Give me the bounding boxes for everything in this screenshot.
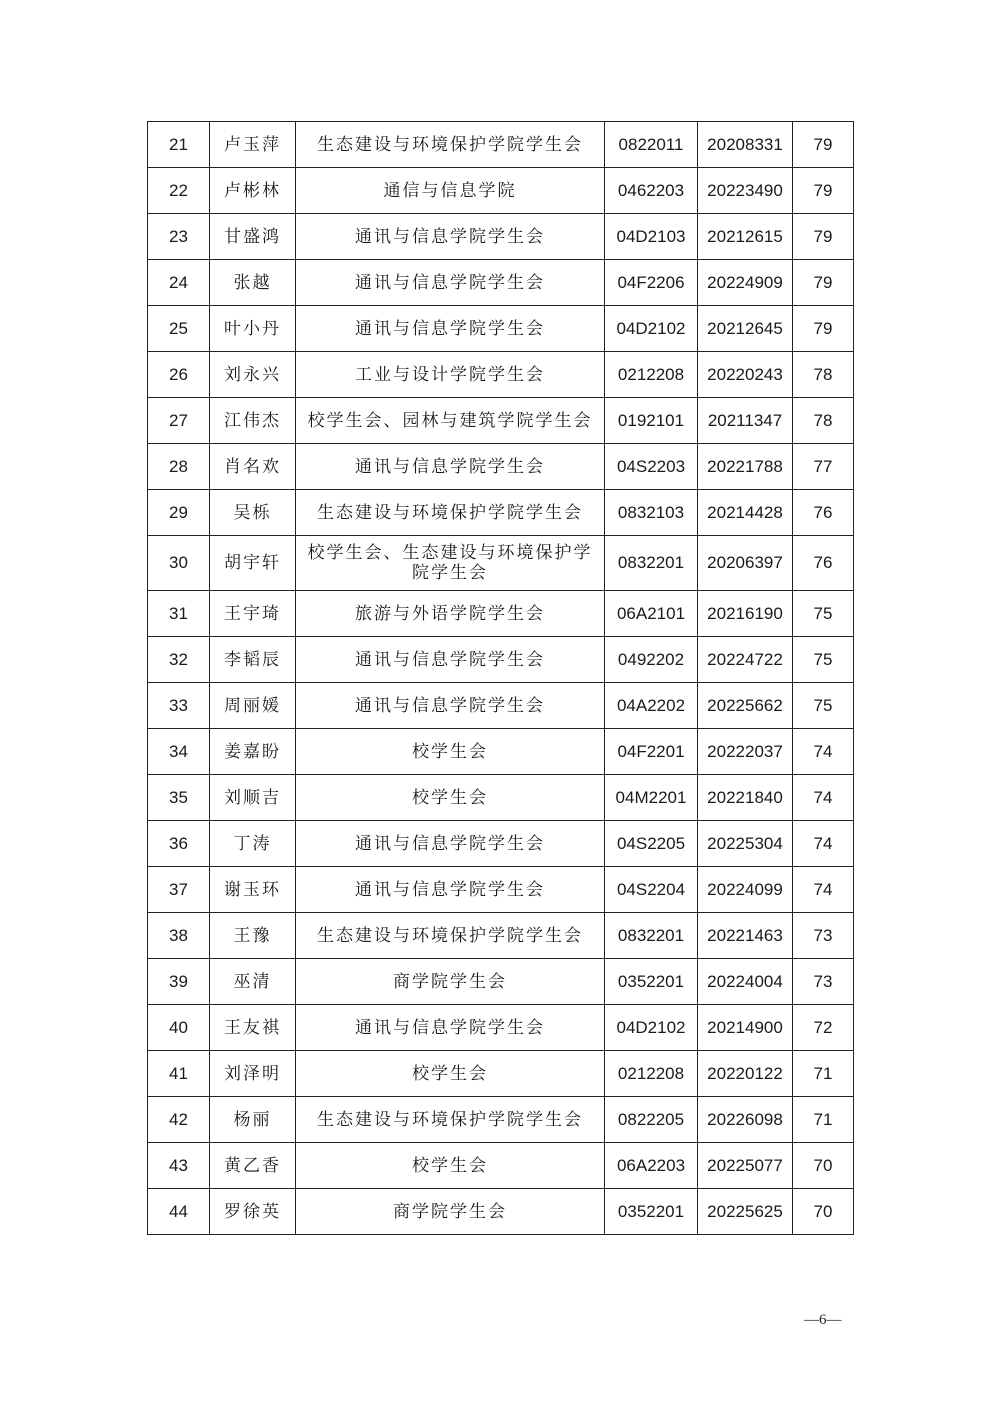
table-row bbox=[148, 306, 854, 352]
score-cell: 79 bbox=[793, 214, 854, 260]
table-row bbox=[148, 1051, 854, 1097]
student-id-cell: 20221788 bbox=[698, 444, 793, 490]
student-name-cell: 黄乙香 bbox=[210, 1143, 296, 1189]
score-cell: 71 bbox=[793, 1097, 854, 1143]
organization-cell: 旅游与外语学院学生会 bbox=[296, 591, 605, 637]
class-code-cell: 0832103 bbox=[605, 490, 698, 536]
student-id-cell: 20224099 bbox=[698, 867, 793, 913]
table-row bbox=[148, 536, 854, 591]
organization-cell: 生态建设与环境保护学院学生会 bbox=[296, 1097, 605, 1143]
class-code-cell: 0822011 bbox=[605, 122, 698, 168]
student-id-cell: 20224909 bbox=[698, 260, 793, 306]
organization-cell: 校学生会、园林与建筑学院学生会 bbox=[296, 398, 605, 444]
table-row bbox=[148, 168, 854, 214]
table-row bbox=[148, 214, 854, 260]
row-number-cell: 38 bbox=[148, 913, 210, 959]
organization-cell: 校学生会 bbox=[296, 775, 605, 821]
row-number-cell: 25 bbox=[148, 306, 210, 352]
class-code-cell: 04S2203 bbox=[605, 444, 698, 490]
score-cell: 70 bbox=[793, 1143, 854, 1189]
row-number-cell: 31 bbox=[148, 591, 210, 637]
student-name-cell: 卢彬林 bbox=[210, 168, 296, 214]
table-row bbox=[148, 913, 854, 959]
student-id-cell: 20225304 bbox=[698, 821, 793, 867]
table-row bbox=[148, 490, 854, 536]
table-row bbox=[148, 1189, 854, 1235]
student-name-cell: 丁涛 bbox=[210, 821, 296, 867]
organization-cell: 通讯与信息学院学生会 bbox=[296, 444, 605, 490]
organization-cell: 商学院学生会 bbox=[296, 959, 605, 1005]
class-code-cell: 04M2201 bbox=[605, 775, 698, 821]
class-code-cell: 06A2203 bbox=[605, 1143, 698, 1189]
student-id-cell: 20206397 bbox=[698, 536, 793, 591]
student-id-cell: 20221463 bbox=[698, 913, 793, 959]
table-row bbox=[148, 775, 854, 821]
row-number-cell: 41 bbox=[148, 1051, 210, 1097]
row-number-cell: 43 bbox=[148, 1143, 210, 1189]
student-name-cell: 巫清 bbox=[210, 959, 296, 1005]
table-row bbox=[148, 637, 854, 683]
table-row bbox=[148, 260, 854, 306]
student-name-cell: 罗徐英 bbox=[210, 1189, 296, 1235]
class-code-cell: 0832201 bbox=[605, 536, 698, 591]
class-code-cell: 0352201 bbox=[605, 1189, 698, 1235]
student-name-cell: 李韬辰 bbox=[210, 637, 296, 683]
student-name-cell: 卢玉萍 bbox=[210, 122, 296, 168]
organization-cell: 通讯与信息学院学生会 bbox=[296, 214, 605, 260]
student-name-cell: 江伟杰 bbox=[210, 398, 296, 444]
student-id-cell: 20224722 bbox=[698, 637, 793, 683]
class-code-cell: 04S2205 bbox=[605, 821, 698, 867]
table-row bbox=[148, 683, 854, 729]
row-number-cell: 26 bbox=[148, 352, 210, 398]
organization-cell: 通讯与信息学院学生会 bbox=[296, 867, 605, 913]
organization-cell: 生态建设与环境保护学院学生会 bbox=[296, 913, 605, 959]
score-cell: 71 bbox=[793, 1051, 854, 1097]
roster-table-container bbox=[147, 121, 853, 1235]
student-id-cell: 20225077 bbox=[698, 1143, 793, 1189]
organization-cell: 工业与设计学院学生会 bbox=[296, 352, 605, 398]
organization-cell: 通讯与信息学院学生会 bbox=[296, 683, 605, 729]
class-code-cell: 0192101 bbox=[605, 398, 698, 444]
student-id-cell: 20225625 bbox=[698, 1189, 793, 1235]
class-code-cell: 0212208 bbox=[605, 1051, 698, 1097]
student-name-cell: 胡宇轩 bbox=[210, 536, 296, 591]
student-id-cell: 20222037 bbox=[698, 729, 793, 775]
student-id-cell: 20220243 bbox=[698, 352, 793, 398]
score-cell: 76 bbox=[793, 536, 854, 591]
table-row bbox=[148, 122, 854, 168]
student-name-cell: 王豫 bbox=[210, 913, 296, 959]
table-row bbox=[148, 959, 854, 1005]
organization-cell: 通讯与信息学院学生会 bbox=[296, 637, 605, 683]
score-cell: 73 bbox=[793, 913, 854, 959]
class-code-cell: 04D2102 bbox=[605, 1005, 698, 1051]
class-code-cell: 04S2204 bbox=[605, 867, 698, 913]
score-cell: 75 bbox=[793, 683, 854, 729]
score-cell: 79 bbox=[793, 168, 854, 214]
student-name-cell: 谢玉环 bbox=[210, 867, 296, 913]
student-name-cell: 肖名欢 bbox=[210, 444, 296, 490]
score-cell: 76 bbox=[793, 490, 854, 536]
table-row bbox=[148, 821, 854, 867]
table-row bbox=[148, 398, 854, 444]
table-row bbox=[148, 867, 854, 913]
organization-cell: 通讯与信息学院学生会 bbox=[296, 1005, 605, 1051]
student-name-cell: 姜嘉盼 bbox=[210, 729, 296, 775]
score-cell: 73 bbox=[793, 959, 854, 1005]
organization-cell: 通信与信息学院 bbox=[296, 168, 605, 214]
class-code-cell: 0352201 bbox=[605, 959, 698, 1005]
row-number-cell: 22 bbox=[148, 168, 210, 214]
row-number-cell: 37 bbox=[148, 867, 210, 913]
row-number-cell: 30 bbox=[148, 536, 210, 591]
table-row bbox=[148, 1143, 854, 1189]
class-code-cell: 0492202 bbox=[605, 637, 698, 683]
organization-cell: 通讯与信息学院学生会 bbox=[296, 260, 605, 306]
score-cell: 79 bbox=[793, 260, 854, 306]
class-code-cell: 04D2103 bbox=[605, 214, 698, 260]
student-name-cell: 刘泽明 bbox=[210, 1051, 296, 1097]
row-number-cell: 34 bbox=[148, 729, 210, 775]
score-cell: 79 bbox=[793, 306, 854, 352]
student-id-cell: 20216190 bbox=[698, 591, 793, 637]
student-id-cell: 20212615 bbox=[698, 214, 793, 260]
student-id-cell: 20223490 bbox=[698, 168, 793, 214]
row-number-cell: 24 bbox=[148, 260, 210, 306]
row-number-cell: 32 bbox=[148, 637, 210, 683]
row-number-cell: 39 bbox=[148, 959, 210, 1005]
table-row bbox=[148, 444, 854, 490]
score-cell: 78 bbox=[793, 352, 854, 398]
roster-table-body bbox=[148, 122, 854, 1235]
row-number-cell: 40 bbox=[148, 1005, 210, 1051]
student-id-cell: 20214900 bbox=[698, 1005, 793, 1051]
class-code-cell: 04F2201 bbox=[605, 729, 698, 775]
organization-cell: 生态建设与环境保护学院学生会 bbox=[296, 122, 605, 168]
row-number-cell: 27 bbox=[148, 398, 210, 444]
student-id-cell: 20221840 bbox=[698, 775, 793, 821]
student-name-cell: 刘顺吉 bbox=[210, 775, 296, 821]
class-code-cell: 0822205 bbox=[605, 1097, 698, 1143]
score-cell: 70 bbox=[793, 1189, 854, 1235]
student-name-cell: 吴栎 bbox=[210, 490, 296, 536]
organization-cell: 校学生会 bbox=[296, 1143, 605, 1189]
student-name-cell: 刘永兴 bbox=[210, 352, 296, 398]
row-number-cell: 21 bbox=[148, 122, 210, 168]
organization-cell: 校学生会、生态建设与环境保护学院学生会 bbox=[296, 536, 605, 591]
student-id-cell: 20226098 bbox=[698, 1097, 793, 1143]
row-number-cell: 29 bbox=[148, 490, 210, 536]
score-cell: 72 bbox=[793, 1005, 854, 1051]
organization-cell: 通讯与信息学院学生会 bbox=[296, 306, 605, 352]
organization-cell: 校学生会 bbox=[296, 1051, 605, 1097]
student-name-cell: 叶小丹 bbox=[210, 306, 296, 352]
row-number-cell: 28 bbox=[148, 444, 210, 490]
score-cell: 75 bbox=[793, 591, 854, 637]
score-cell: 78 bbox=[793, 398, 854, 444]
student-id-cell: 20225662 bbox=[698, 683, 793, 729]
score-cell: 74 bbox=[793, 729, 854, 775]
student-id-cell: 20224004 bbox=[698, 959, 793, 1005]
table-row bbox=[148, 352, 854, 398]
page-number: —6— bbox=[804, 1312, 842, 1328]
table-row bbox=[148, 1005, 854, 1051]
row-number-cell: 35 bbox=[148, 775, 210, 821]
student-name-cell: 王宇琦 bbox=[210, 591, 296, 637]
table-row bbox=[148, 591, 854, 637]
table-row bbox=[148, 1097, 854, 1143]
student-id-cell: 20208331 bbox=[698, 122, 793, 168]
class-code-cell: 04D2102 bbox=[605, 306, 698, 352]
row-number-cell: 33 bbox=[148, 683, 210, 729]
class-code-cell: 06A2101 bbox=[605, 591, 698, 637]
row-number-cell: 42 bbox=[148, 1097, 210, 1143]
organization-cell: 生态建设与环境保护学院学生会 bbox=[296, 490, 605, 536]
student-name-cell: 甘盛鸿 bbox=[210, 214, 296, 260]
roster-table bbox=[147, 121, 854, 1235]
class-code-cell: 04A2202 bbox=[605, 683, 698, 729]
score-cell: 74 bbox=[793, 867, 854, 913]
student-name-cell: 张越 bbox=[210, 260, 296, 306]
table-row bbox=[148, 729, 854, 775]
organization-cell: 通讯与信息学院学生会 bbox=[296, 821, 605, 867]
score-cell: 77 bbox=[793, 444, 854, 490]
class-code-cell: 0832201 bbox=[605, 913, 698, 959]
organization-cell: 校学生会 bbox=[296, 729, 605, 775]
student-id-cell: 20214428 bbox=[698, 490, 793, 536]
score-cell: 75 bbox=[793, 637, 854, 683]
row-number-cell: 23 bbox=[148, 214, 210, 260]
score-cell: 74 bbox=[793, 821, 854, 867]
student-id-cell: 20212645 bbox=[698, 306, 793, 352]
score-cell: 74 bbox=[793, 775, 854, 821]
class-code-cell: 0462203 bbox=[605, 168, 698, 214]
student-name-cell: 王友祺 bbox=[210, 1005, 296, 1051]
student-name-cell: 周丽媛 bbox=[210, 683, 296, 729]
class-code-cell: 0212208 bbox=[605, 352, 698, 398]
row-number-cell: 44 bbox=[148, 1189, 210, 1235]
student-id-cell: 20220122 bbox=[698, 1051, 793, 1097]
class-code-cell: 04F2206 bbox=[605, 260, 698, 306]
row-number-cell: 36 bbox=[148, 821, 210, 867]
organization-cell: 商学院学生会 bbox=[296, 1189, 605, 1235]
score-cell: 79 bbox=[793, 122, 854, 168]
student-name-cell: 杨丽 bbox=[210, 1097, 296, 1143]
student-id-cell: 20211347 bbox=[698, 398, 793, 444]
